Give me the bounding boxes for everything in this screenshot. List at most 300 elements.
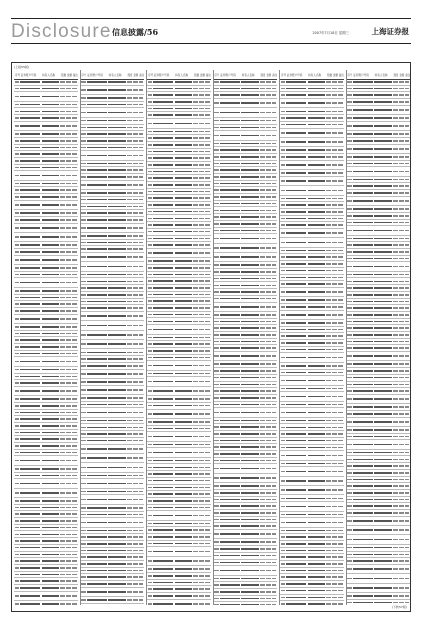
table-cell [286,489,306,491]
table-cell [405,334,410,336]
table-row [147,396,211,403]
table-cell [326,94,331,96]
table-cell [281,232,286,234]
table-cell [347,436,352,438]
table-cell [214,306,219,308]
table-row [14,201,78,210]
table-row [347,352,411,361]
table-cell [175,595,193,597]
table-cell [241,88,259,90]
table-cell [148,582,153,584]
table-cell [72,574,77,576]
table-row [147,387,211,396]
table-cell [338,283,343,285]
table-cell [374,156,392,158]
table-cell [20,390,40,392]
table-cell [260,384,265,386]
table-cell [81,556,86,558]
table-cell [405,179,410,181]
table-cell [15,167,20,169]
table-cell [272,143,277,145]
table-row [347,382,411,389]
table-cell [214,169,219,171]
table-cell [60,452,65,454]
table-row [347,299,411,306]
table-cell [214,271,219,273]
table-cell [399,238,404,240]
table-cell [139,599,144,601]
table-cell [338,427,343,429]
table-cell [393,81,398,83]
table-cell [347,294,352,296]
table-cell [81,147,86,149]
table-cell [332,583,337,585]
table-cell [405,413,410,415]
table-cell [260,264,265,266]
table-cell [393,370,398,372]
table-cell [175,88,193,90]
table-cell [72,147,77,149]
table-row [347,220,411,227]
table-cell [205,390,210,392]
table-cell [15,554,20,556]
table-row [81,167,145,174]
table-cell [308,277,326,279]
table-row [347,510,411,517]
table-cell [281,124,286,126]
table-cell [374,230,392,232]
table-cell [272,453,277,455]
table-cell [205,171,210,173]
table-cell [347,163,352,165]
table-cell [266,460,271,462]
table-cell [332,440,337,442]
table-cell [193,343,198,345]
table-row [347,305,411,312]
table-cell [66,183,71,185]
table-cell [205,568,210,570]
table-cell [374,512,392,514]
table-cell [220,149,240,151]
table-cell [286,365,306,367]
table-cell [272,112,277,114]
table-cell [374,321,392,323]
table-cell [338,550,343,552]
table-cell [353,560,373,562]
table-cell [374,560,392,562]
table-cell [241,112,259,114]
table-cell [266,189,271,191]
table-cell [281,329,286,331]
table-cell [205,307,210,309]
table-cell [326,190,331,192]
table-cell [286,590,306,592]
table-cell [20,175,40,177]
table-cell [393,406,398,408]
table-cell [338,603,343,605]
table-cell [133,530,138,532]
table-cell [193,171,198,173]
table-cell [15,267,20,269]
table-cell [81,206,86,208]
table-cell [220,135,240,137]
table-cell [338,172,343,174]
table-cell [205,88,210,90]
table-cell [214,397,219,399]
column-header: 持有人名称 [374,73,388,77]
table-cell [133,256,138,258]
table-cell [193,373,198,375]
table-cell [266,223,271,225]
table-cell [127,507,132,509]
table-row [81,363,145,370]
table-cell [139,365,144,367]
table-cell [148,177,153,179]
table-cell [308,88,326,90]
table-row [280,170,344,177]
table-cell [87,475,107,477]
table-cell [108,404,126,406]
table-cell [60,274,65,276]
table-cell [139,104,144,106]
table-cell [399,602,404,604]
table-cell [193,101,198,103]
table-cell [374,578,392,580]
table-cell [193,252,198,254]
table-row [214,438,278,445]
table-cell [139,373,144,375]
table-cell [87,433,107,435]
table-cell [260,156,265,158]
table-cell [205,280,210,282]
table-cell [15,133,20,135]
table-cell [220,591,240,593]
table-cell [399,421,404,423]
table-row [14,585,78,592]
table-cell [127,127,132,129]
table-cell [405,94,410,96]
table-cell [108,287,126,289]
table-row [147,335,211,342]
table-cell [66,274,71,276]
table-cell [332,498,337,500]
table-cell [60,204,65,206]
table-cell [148,307,153,309]
table-cell [199,191,204,193]
column-header: 股数 [61,73,66,77]
table-cell [199,274,204,276]
table-cell [347,505,352,507]
table-cell [326,498,331,500]
table-cell [405,341,410,343]
table-cell [338,156,343,158]
table-cell [241,203,259,205]
column-header: 备注 [72,73,78,77]
table-cell [72,513,77,515]
table-cell [87,266,107,268]
table-cell [148,88,153,90]
table-cell [133,227,138,229]
table-cell [286,124,306,126]
table-cell [20,153,40,155]
table-row [214,86,278,93]
table-cell [214,440,219,442]
table-cell [60,160,65,162]
table-cell [87,248,107,250]
table-cell [266,570,271,572]
table-cell [286,329,306,331]
table-cell [393,492,398,494]
table-cell [399,222,404,224]
table-cell [66,125,71,127]
table-row [214,221,278,228]
table-cell [153,280,173,282]
table-cell [220,189,240,191]
table-cell [281,256,286,258]
table-row [147,458,211,465]
table-cell [127,242,132,244]
table-cell [353,81,373,83]
table-cell [338,111,343,113]
table-cell [272,541,277,543]
table-cell [338,164,343,166]
table-cell [281,357,286,359]
table-cell [220,169,240,171]
table-cell [214,433,219,435]
table-row [14,224,78,233]
table-cell [220,541,240,543]
table-cell [72,274,77,276]
table-cell [260,291,265,293]
table-cell [374,377,392,379]
table-row [147,258,211,265]
table-cell [139,543,144,545]
table-cell [153,197,173,199]
table-cell [175,157,193,159]
table-cell [214,548,219,550]
table-cell [108,155,126,157]
table-cell [220,555,240,557]
table-cell [272,562,277,564]
table-cell [20,376,40,378]
table-row [280,541,344,548]
table-row [81,253,145,262]
table-cell [260,230,265,232]
table-cell [139,176,144,178]
table-row [280,601,344,605]
table-cell [374,307,392,309]
table-cell [153,224,173,226]
table-cell [153,343,173,345]
table-cell [148,390,153,392]
table-cell [220,81,240,83]
table-row [347,565,411,574]
table-cell [81,281,86,283]
table-cell [399,595,404,597]
table-row [214,234,278,243]
table-cell [127,334,132,336]
table-cell [60,412,65,414]
table-cell [286,256,306,258]
table-cell [193,123,198,125]
table-cell [205,381,210,383]
table-cell [241,426,259,428]
table-cell [133,507,138,509]
table-row [280,216,344,223]
table-cell [193,595,198,597]
table-cell [214,176,219,178]
table-cell [374,222,392,224]
table-cell [353,88,373,90]
table-cell [127,440,132,442]
table-cell [286,164,306,166]
table-cell [241,468,259,470]
table-cell [193,421,198,423]
table-cell [72,382,77,384]
table-cell [241,291,259,293]
table-row [81,312,145,321]
table-cell [175,500,193,502]
table-cell [374,274,392,276]
table-row [214,582,278,589]
table-cell [139,163,144,165]
table-cell [405,258,410,260]
table-cell [286,388,306,390]
table-cell [393,512,398,514]
table-cell [148,493,153,495]
table-cell [148,144,153,146]
table-cell [133,274,138,276]
table-cell [108,556,126,558]
table-row [14,505,78,512]
column-header: 金额 [266,73,272,77]
table-cell [272,570,277,572]
table-cell [199,568,204,570]
table-cell [214,127,219,129]
table-cell [214,334,219,336]
table-cell [281,156,286,158]
table-row [280,202,344,209]
table-cell [20,160,40,162]
table-cell [405,301,410,303]
table-cell [108,491,126,493]
table-cell [153,560,173,562]
table-cell [42,452,60,454]
table-cell [42,425,60,427]
table-cell [133,358,138,360]
table-cell [353,163,373,165]
table-cell [153,529,173,531]
table-cell [393,301,398,303]
table-cell [205,329,210,331]
table-cell [148,267,153,269]
table-cell [193,560,198,562]
table-cell [326,211,331,213]
table-row [81,528,145,535]
table-cell [15,236,20,238]
table-row [147,236,211,243]
table-cell [66,81,71,83]
table-cell [405,587,410,589]
table-cell [260,519,265,521]
column-header: 金额 [199,73,205,77]
table-cell [393,363,398,365]
table-cell [308,583,326,585]
table-cell [338,388,343,390]
table-cell [20,290,40,292]
table-cell [281,404,286,406]
table-cell [133,483,138,485]
table-cell [272,127,277,129]
table-cell [347,398,352,400]
table-cell [220,291,240,293]
table-cell [266,230,271,232]
table-cell [353,413,373,415]
table-cell [153,413,173,415]
table-rows [347,79,411,605]
table-row [147,547,211,556]
table-row [280,418,344,425]
table-cell [60,425,65,427]
table-cell [133,427,138,429]
table-cell [205,94,210,96]
table-cell [205,294,210,296]
table-column [279,70,344,605]
table-cell [193,428,198,430]
table-cell [326,218,331,220]
table-cell [87,176,107,178]
table-cell [199,551,204,553]
table-cell [338,149,343,151]
table-cell [20,167,40,169]
table-cell [15,438,20,440]
table-cell [399,301,404,303]
table-cell [66,251,71,253]
table-row [81,548,145,555]
table-cell [374,421,392,423]
table-cell [272,278,277,280]
table-cell [214,555,219,557]
table-cell [374,117,392,119]
table-cell [139,140,144,142]
table-cell [60,153,65,155]
table-rows [147,79,211,605]
table-cell [393,465,398,467]
table-row [214,361,278,368]
table-cell [393,117,398,119]
table-cell [308,342,326,344]
issue-date: 2007年7月18日 星期三 [312,31,349,35]
table-cell [266,370,271,372]
table-cell [332,388,337,390]
table-cell [347,520,352,522]
table-row [347,122,411,131]
table-cell [399,163,404,165]
table-cell [214,363,219,365]
table-row [14,592,78,601]
table-cell [148,343,153,345]
table-cell [127,543,132,545]
table-cell [87,169,107,171]
table-cell [148,350,153,352]
table-cell [374,148,392,150]
table-cell [332,556,337,558]
table-cell [199,515,204,517]
table-cell [153,444,173,446]
table-cell [199,460,204,462]
table-cell [148,444,153,446]
table-row [214,395,278,402]
